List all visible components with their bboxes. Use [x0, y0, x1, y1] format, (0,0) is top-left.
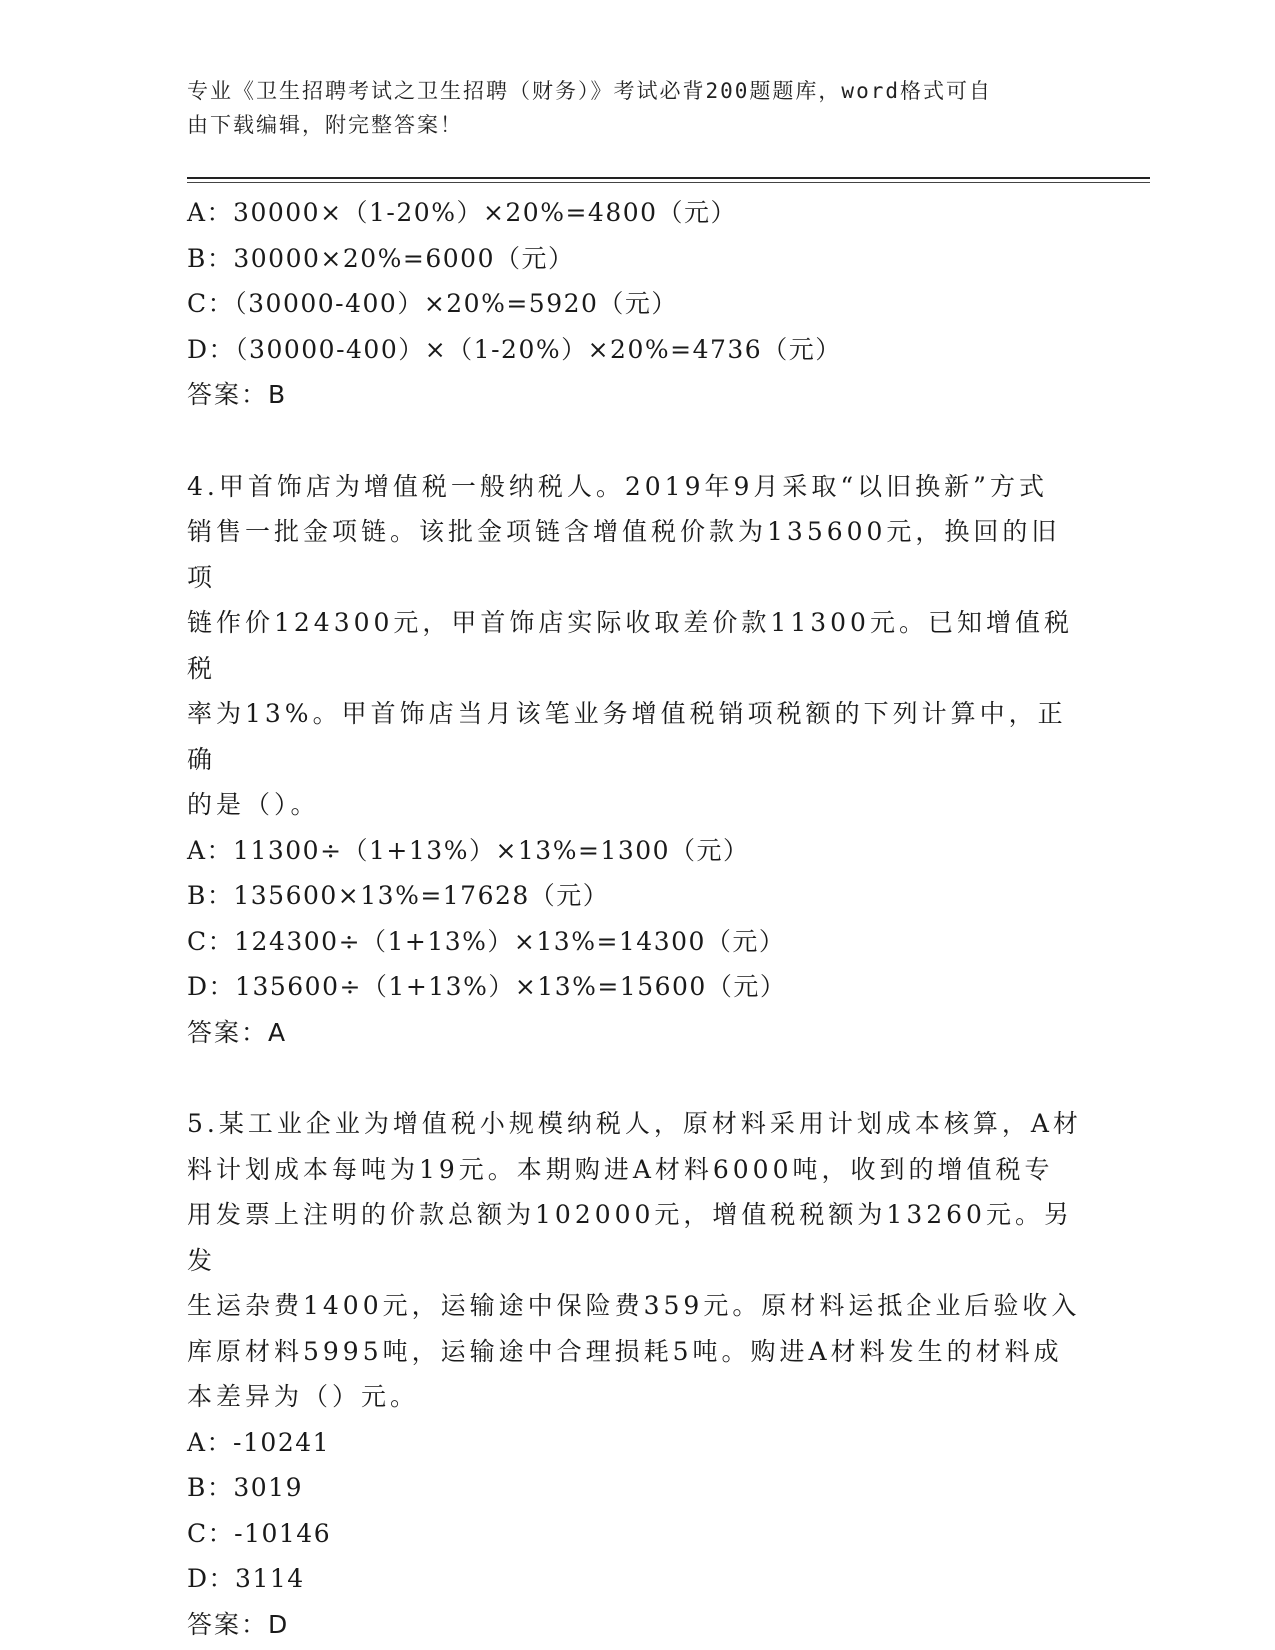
question-4 [187, 464, 1087, 1056]
question-text-line: 销售一批金项链。该批金项链含增值税价款为135600元，换回的旧项 [187, 517, 1061, 592]
question-list [187, 190, 1087, 1647]
question-text-line: 5.某工业企业为增值税小规模纳税人，原材料采用计划成本核算，A材 [187, 1109, 1082, 1138]
question-3 [187, 190, 1087, 418]
option-a: A：-10241 [187, 1427, 331, 1457]
option-c: C：（30000-400）×20%=5920（元） [187, 289, 678, 318]
option-b: B：3019 [187, 1473, 303, 1502]
option-a: A：30000×（1-20%）×20%=4800（元） [187, 198, 738, 227]
option-d: D：3114 [187, 1564, 305, 1593]
option-a: A：11300÷（1+13%）×13%=1300（元） [187, 835, 750, 865]
document-header [187, 74, 1067, 142]
option-c: C：124300÷（1+13%）×13%=14300（元） [187, 926, 786, 956]
question-text-line: 本差异为（）元。 [187, 1382, 420, 1411]
answer: 答案：D [187, 1609, 290, 1639]
header-line-1: 专业《卫生招聘考试之卫生招聘（财务）》考试必背200题题库，word格式可自 [187, 79, 992, 103]
question-text-line: 用发票上注明的价款总额为102000元，增值税税额为13260元。另发 [187, 1200, 1073, 1275]
question-5 [187, 1101, 1087, 1647]
answer: 答案：A [187, 1017, 288, 1047]
header-divider-thick [187, 177, 1150, 179]
question-text-line: 4.甲首饰店为增值税一般纳税人。2019年9月采取“以旧换新”方式 [187, 471, 1048, 501]
spacer [187, 418, 1087, 464]
header-divider-thin [187, 182, 1150, 183]
spacer [187, 1055, 1087, 1101]
header-line-2: 由下载编辑，附完整答案！ [187, 113, 463, 137]
question-text-line: 的是（）。 [187, 790, 320, 819]
question-text-line: 生运杂费1400元，运输途中保险费359元。原材料运抵企业后验收入 [187, 1291, 1081, 1320]
question-text-line: 率为13%。甲首饰店当月该笔业务增值税销项税额的下列计算中，正确 [187, 699, 1067, 774]
question-text-line: 链作价124300元，甲首饰店实际收取差价款11300元。已知增值税税 [187, 608, 1073, 683]
question-text-line: 料计划成本每吨为19元。本期购进A材料6000吨，收到的增值税专 [187, 1154, 1054, 1184]
option-b: B：30000×20%=6000（元） [187, 243, 575, 273]
answer: 答案：B [187, 380, 288, 409]
option-d: D：（30000-400）×（1-20%）×20%=4736（元） [187, 334, 842, 364]
question-text-line: 库原材料5995吨，运输途中合理损耗5吨。购进A材料发生的材料成 [187, 1336, 1063, 1366]
option-d: D：135600÷（1+13%）×13%=15600（元） [187, 972, 787, 1001]
option-c: C：-10146 [187, 1518, 332, 1548]
option-b: B：135600×13%=17628（元） [187, 881, 610, 910]
